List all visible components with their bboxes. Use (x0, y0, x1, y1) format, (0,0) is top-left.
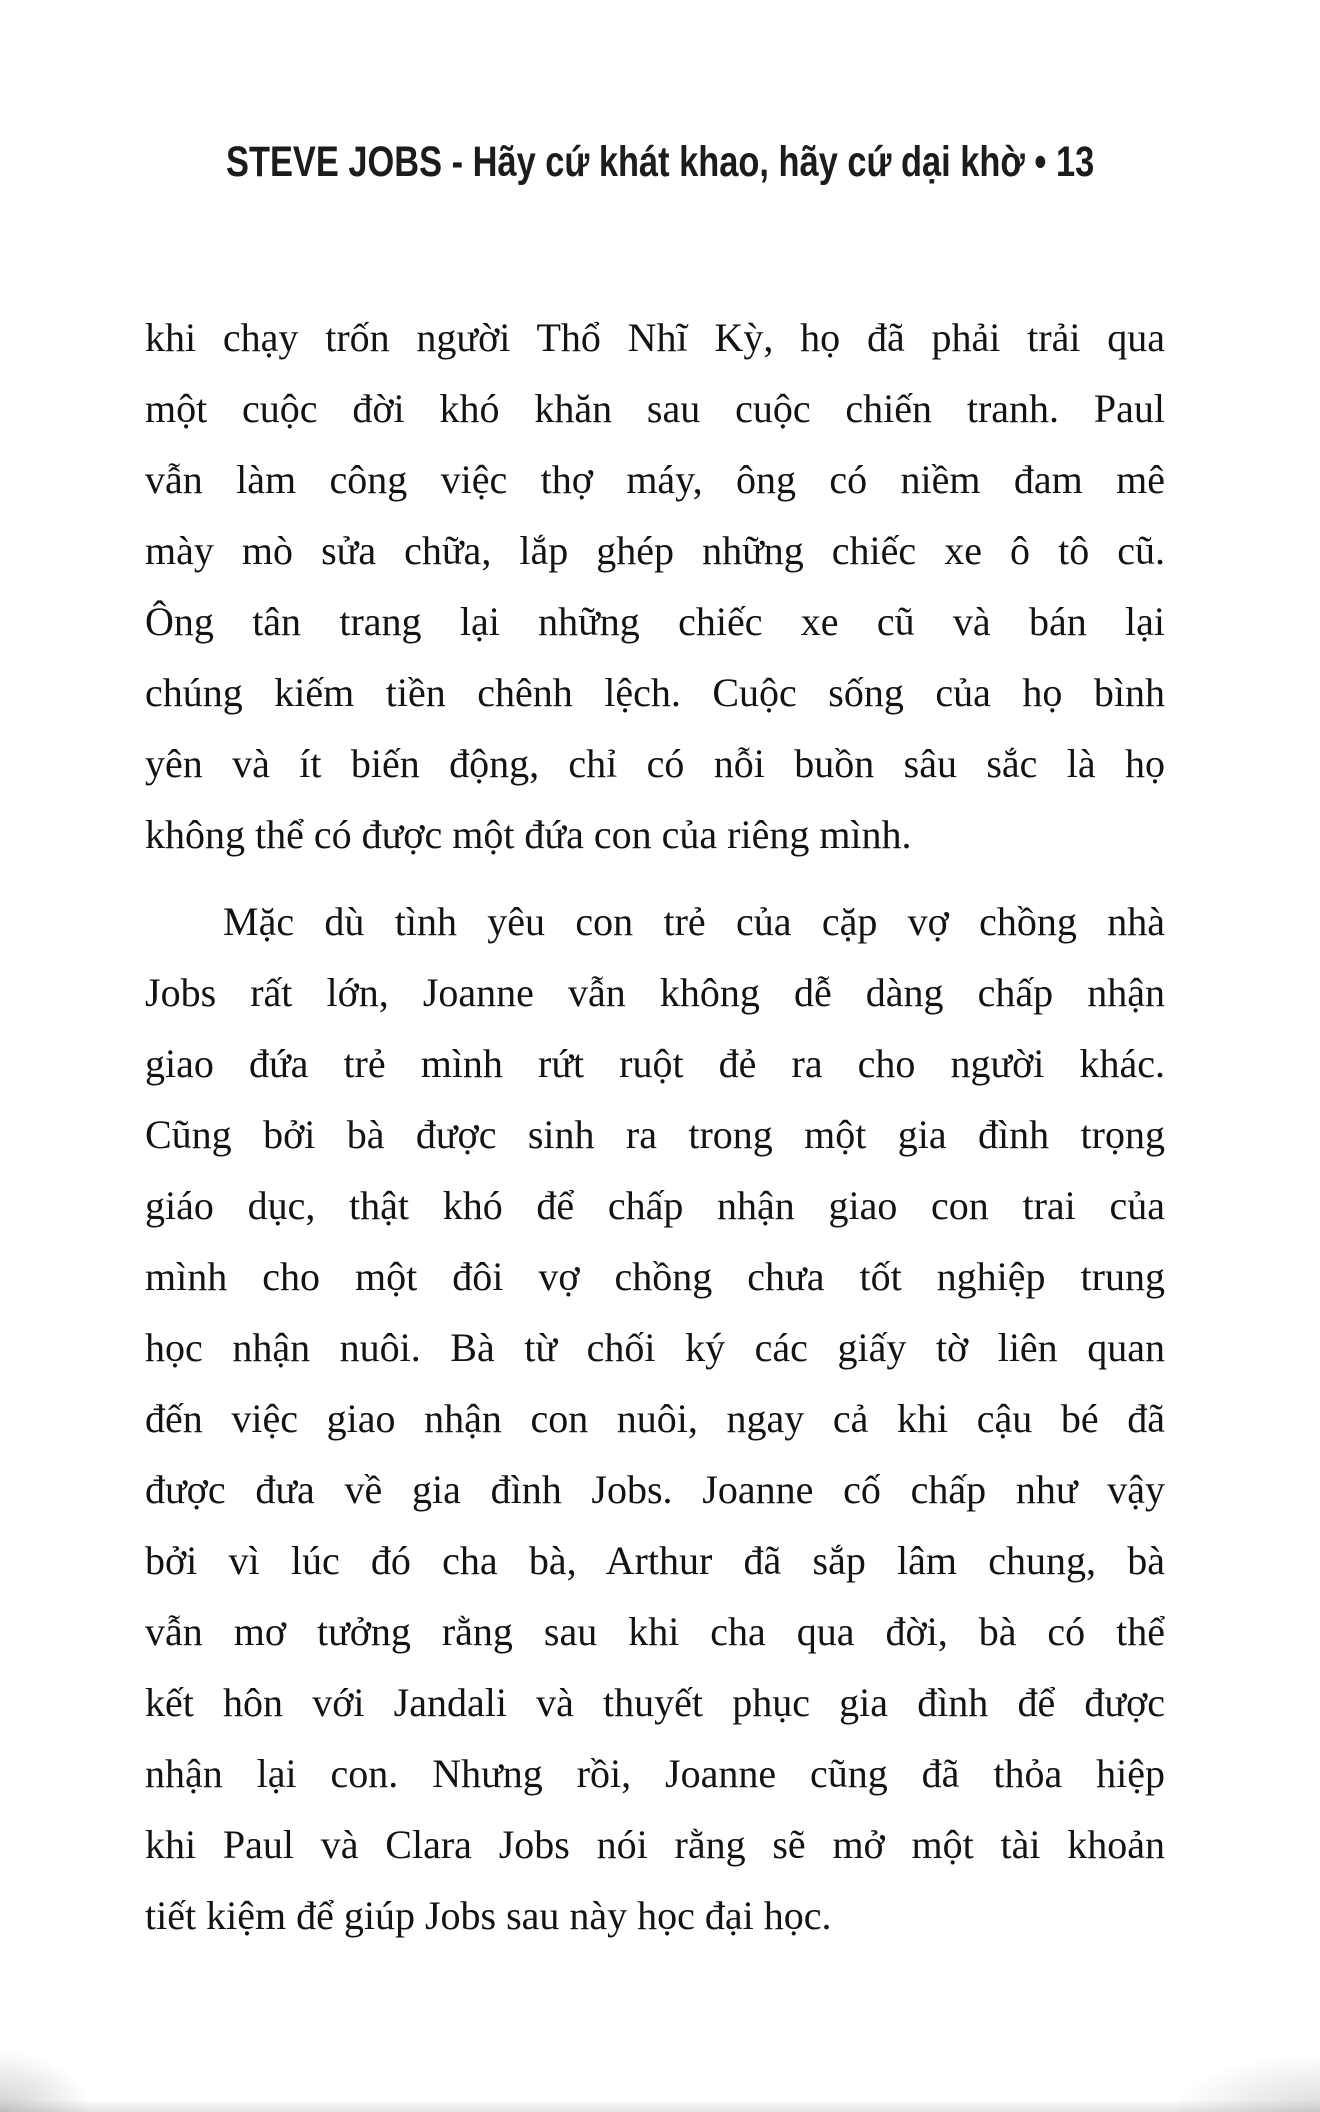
text-line: khi chạy trốn người Thổ Nhĩ Kỳ, họ đã phải trải qua (145, 315, 1165, 360)
text-line: một cuộc đời khó khăn sau cuộc chiến tranh. Paul (145, 386, 1165, 431)
text-line: yên và ít biến động, chỉ có nỗi buồn sâu sắc là họ (145, 741, 1165, 786)
text-line: không thể có được một đứa con của riêng mình. (145, 812, 912, 857)
text-line: giáo dục, thật khó để chấp nhận giao con trai của (145, 1183, 1165, 1228)
text-line: khi Paul và Clara Jobs nói rằng sẽ mở một tài khoản (145, 1822, 1165, 1867)
text-line: Jobs rất lớn, Joanne vẫn không dễ dàng chấp nhận (145, 970, 1165, 1015)
text-line: nhận lại con. Nhưng rồi, Joanne cũng đã thỏa hiệp (145, 1751, 1165, 1796)
text-line: vẫn mơ tưởng rằng sau khi cha qua đời, bà có thể (145, 1609, 1165, 1654)
body-text (145, 302, 1165, 1951)
text-line: học nhận nuôi. Bà từ chối ký các giấy tờ liên quan (145, 1325, 1165, 1370)
text-line: đến việc giao nhận con nuôi, ngay cả khi cậu bé đã (145, 1396, 1165, 1441)
text-line: tiết kiệm để giúp Jobs sau này học đại học. (145, 1893, 832, 1938)
scan-artifact-bottom-edge (0, 2100, 1320, 2112)
page-header: STEVE JOBS - Hãy cứ khát khao, hãy cứ dại khờ • 13 (226, 138, 1095, 186)
text-line: mình cho một đôi vợ chồng chưa tốt nghiệp trung (145, 1254, 1165, 1299)
scan-artifact-bottom-left (0, 2052, 90, 2112)
text-line: mày mò sửa chữa, lắp ghép những chiếc xe ô tô cũ. (145, 528, 1165, 573)
text-line: vẫn làm công việc thợ máy, ông có niềm đam mê (145, 457, 1165, 502)
text-line: giao đứa trẻ mình rứt ruột đẻ ra cho người khác. (145, 1041, 1165, 1086)
text-line: chúng kiếm tiền chênh lệch. Cuộc sống của họ bình (145, 670, 1165, 715)
scan-artifact-bottom-right (1180, 2057, 1320, 2112)
text-line: bởi vì lúc đó cha bà, Arthur đã sắp lâm chung, bà (145, 1538, 1165, 1583)
paragraph (145, 886, 1165, 1951)
text-line: Cũng bởi bà được sinh ra trong một gia đình trọng (145, 1112, 1165, 1157)
text-line: kết hôn với Jandali và thuyết phục gia đình để được (145, 1680, 1165, 1725)
text-line: Mặc dù tình yêu con trẻ của cặp vợ chồng nhà (223, 899, 1165, 944)
text-line: Ông tân trang lại những chiếc xe cũ và bán lại (145, 599, 1165, 644)
text-line: được đưa về gia đình Jobs. Joanne cố chấp như vậy (145, 1467, 1165, 1512)
paragraph (145, 302, 1165, 870)
